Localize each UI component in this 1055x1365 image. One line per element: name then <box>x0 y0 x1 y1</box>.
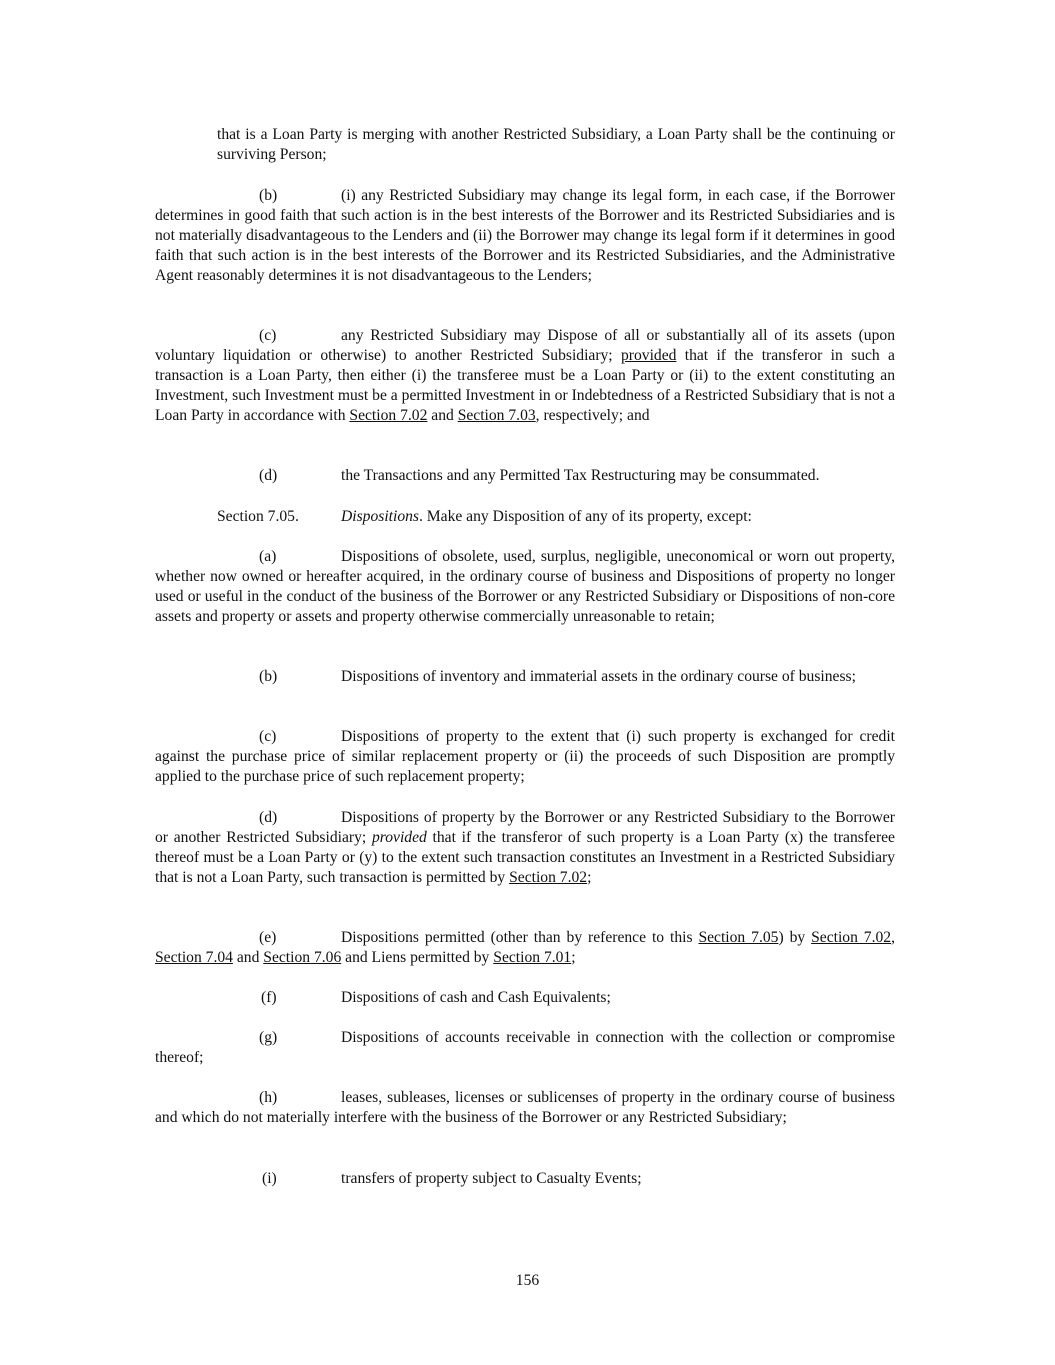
clause-text: and <box>232 949 264 966</box>
clause-text: any Restricted Subsidiary may Dispose of all or substantially all of its assets (upon voluntary liquidation or otherwise) to another Restricted Subsidiary; <box>155 327 895 364</box>
clause-label: (b) <box>259 668 278 685</box>
clause-text: and <box>427 407 458 424</box>
clause-text: that if the transferor of such property is a Loan Party (x) the transferee thereof must be a Loan Party or (y) to the extent such transaction constitutes an Investment in a Restricted Subsidiary that is not a Loan Party, such transaction is permitted by <box>155 829 895 886</box>
clause-text: Dispositions of obsolete, used, surplus, negligible, uneconomical or worn out property, whether now owned or hereafter acquired, in the ordinary course of business and Dispositions of property no longer used or useful in the conduct of the business of the Borrower or any Restricted Subsidiary or Dispositions of non-core assets and property or assets and property otherwise commercially unreasonable to retain; <box>155 548 895 625</box>
provided-term: provided <box>620 347 677 364</box>
clause-text: Dispositions permitted (other than by reference to this <box>341 929 699 946</box>
clause-text: Dispositions of cash and Cash Equivalents; <box>341 989 611 1006</box>
section-7-05-heading <box>155 507 895 527</box>
section-ref-7-02[interactable]: Section 7.02 <box>349 407 428 424</box>
continuation-paragraph <box>217 125 895 165</box>
section-text: . Make any Disposition of any of its property, except: <box>418 508 752 525</box>
section-label: Section 7.05. <box>217 508 299 525</box>
clause-text: the Transactions and any Permitted Tax Restructuring may be consummated. <box>341 467 820 484</box>
provided-term: provided <box>371 829 427 846</box>
clause-d <box>155 466 895 486</box>
clause-text: ; <box>571 949 576 966</box>
clause-label: (g) <box>259 1029 278 1046</box>
clause-label: (c) <box>259 327 277 344</box>
clause-text: ; <box>587 869 592 886</box>
disposition-i <box>155 1169 895 1189</box>
disposition-a <box>155 547 895 627</box>
section-ref-7-06[interactable]: Section 7.06 <box>263 949 342 966</box>
disposition-e <box>155 928 895 968</box>
clause-label: (c) <box>259 728 277 745</box>
clause-b <box>155 186 895 286</box>
clause-text: that if the transferor in such a transaction is a Loan Party, then either (i) the transferee must be a Loan Party or (ii) to the extent constituting an Investment, such Investment must be a permitted Investment in or Indebtedness of a Restricted Subsidiary that is not a Loan Party in accordance with <box>155 347 895 424</box>
disposition-b <box>155 667 895 687</box>
section-ref-7-02[interactable]: Section 7.02 <box>811 929 892 946</box>
clause-label: (a) <box>259 548 277 565</box>
clause-label: (b) <box>259 187 278 204</box>
clause-label: (d) <box>259 467 278 484</box>
clause-text: (i) any Restricted Subsidiary may change its legal form, in each case, if the Borrower determines in good faith that such action is in the best interests of the Borrower and its Restricted Subsidiaries and is not materially disadvantageous to the Lenders and (ii) the Borrower may change its legal form if it determines in good faith that such action is in the best interests of the Borrower and its Restricted Subsidiaries, and the Administrative Agent reasonably determines it is not disadvantageous to the Lenders; <box>155 187 895 284</box>
clause-c <box>155 326 895 426</box>
clause-text: transfers of property subject to Casualty Events; <box>341 1170 642 1187</box>
clause-label: (f) <box>261 989 277 1006</box>
paragraph-text: that is a Loan Party is merging with another Restricted Subsidiary, a Loan Party shall be the continuing or surviving Person; <box>217 126 895 163</box>
clause-text: Dispositions of property to the extent that (i) such property is exchanged for credit against the purchase price of similar replacement property or (ii) the proceeds of such Disposition are promptly applied to the purchase price of such replacement property; <box>155 728 895 785</box>
clause-text: , <box>891 929 895 946</box>
disposition-h <box>155 1088 895 1128</box>
clause-text: leases, subleases, licenses or sublicenses of property in the ordinary course of business and which do not materially interfere with the business of the Borrower or any Restricted Subsidiary; <box>155 1089 895 1126</box>
clause-label: (i) <box>262 1170 277 1187</box>
clause-text: ) by <box>778 929 812 946</box>
clause-label: (d) <box>259 809 278 826</box>
clause-label: (e) <box>259 929 277 946</box>
disposition-d <box>155 808 895 888</box>
clause-label: (h) <box>259 1089 278 1106</box>
section-ref-7-02[interactable]: Section 7.02 <box>509 869 588 886</box>
clause-text: and Liens permitted by <box>341 949 494 966</box>
disposition-c <box>155 727 895 787</box>
clause-text: , respectively; and <box>535 407 650 424</box>
clause-text: Dispositions of inventory and immaterial assets in the ordinary course of business; <box>341 668 856 685</box>
section-ref-7-01[interactable]: Section 7.01 <box>493 949 572 966</box>
page-number: 156 <box>515 1272 540 1289</box>
section-ref-7-04[interactable]: Section 7.04 <box>155 949 233 966</box>
disposition-f <box>155 988 895 1008</box>
clause-text: Dispositions of property by the Borrower or any Restricted Subsidiary to the Borrower or another Restricted Subsidiary; <box>155 809 895 846</box>
disposition-g <box>155 1028 895 1068</box>
section-title: Dispositions <box>341 508 419 525</box>
section-ref-7-05[interactable]: Section 7.05 <box>698 929 779 946</box>
clause-text: Dispositions of accounts receivable in connection with the collection or compromise thereof; <box>155 1029 895 1066</box>
section-ref-7-03[interactable]: Section 7.03 <box>457 407 536 424</box>
